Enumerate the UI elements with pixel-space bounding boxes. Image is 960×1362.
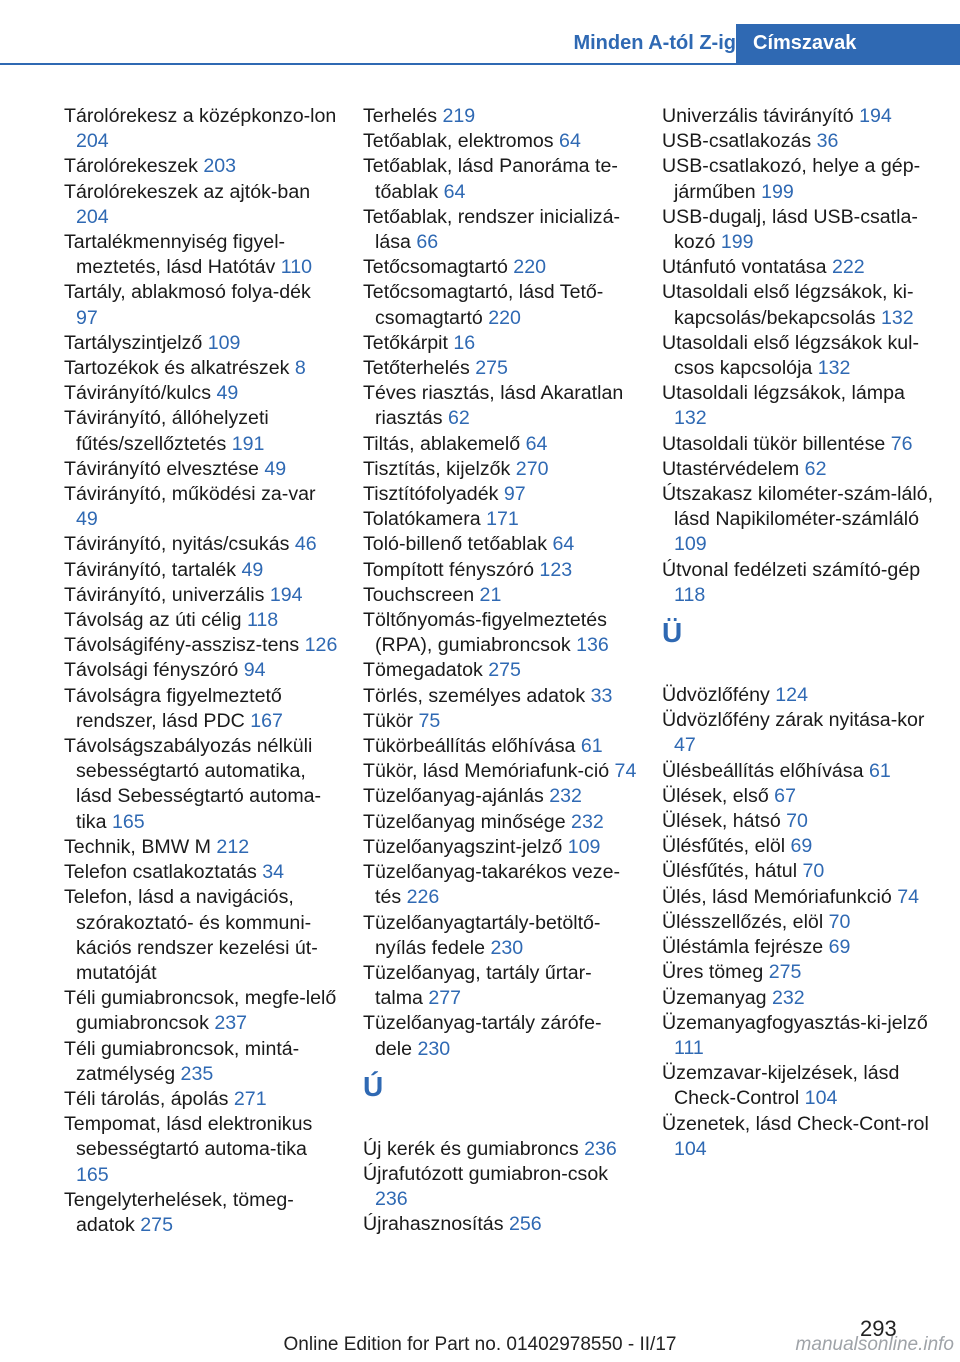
- entry-term: USB-csatlakozás: [662, 130, 817, 153]
- index-entry: [64, 381, 338, 406]
- entry-term: Toló-billenő tetőablak: [363, 533, 553, 556]
- page-link[interactable]: 69: [790, 835, 813, 858]
- index-entry: [64, 1087, 338, 1112]
- page-link[interactable]: 204: [76, 130, 109, 153]
- entry-term: Tempomat, lásd elektronikus sebességtartó automa‐tika: [64, 1113, 313, 1161]
- page-link[interactable]: 132: [817, 357, 851, 380]
- index-entry: [662, 759, 936, 784]
- page-link[interactable]: 194: [269, 583, 303, 606]
- entry-term: Távolságifény-asszisz‐tens: [64, 634, 305, 657]
- index-entry: [64, 154, 338, 179]
- index-entry: [363, 709, 637, 734]
- entry-term: Tetőkárpit: [363, 331, 454, 354]
- entry-term: Tüzelőanyag minősége: [363, 810, 572, 833]
- index-entry: [662, 154, 936, 204]
- index-entry: [363, 784, 637, 809]
- entry-term: Ülésfűtés, elöl: [662, 835, 791, 858]
- entry-term: Touchscreen: [363, 583, 480, 606]
- index-entry: [363, 457, 637, 482]
- page-link[interactable]: 204: [76, 205, 109, 228]
- page-link[interactable]: 70: [828, 910, 851, 933]
- watermark: manualsonline.info: [795, 1334, 954, 1355]
- index-entry: [662, 935, 936, 960]
- page-link[interactable]: 49: [264, 457, 287, 480]
- page-link[interactable]: 49: [241, 558, 264, 581]
- index-entry: [363, 331, 637, 356]
- entry-term: Téves riasztás, lásd Akaratlan riasztás: [363, 382, 624, 430]
- index-entry: [363, 432, 637, 457]
- index-entry: [64, 104, 338, 154]
- entry-term: Tartalékmennyiség figyel‐meztetés, lásd Hatótáv: [64, 231, 286, 279]
- page-link[interactable]: 47: [674, 734, 696, 757]
- page-link[interactable]: 191: [231, 432, 265, 455]
- index-entry: [363, 507, 637, 532]
- page-link[interactable]: 275: [488, 659, 521, 682]
- entry-term: Tetőablak, rendszer inicializá‐lása: [363, 205, 621, 254]
- index-entry: [363, 1162, 637, 1212]
- index-entry: [662, 834, 936, 859]
- entry-term: USB-csatlakozó, helye a gép‐járműben: [662, 155, 921, 203]
- page-link[interactable]: 256: [508, 1213, 542, 1236]
- entry-term: Távirányító/kulcs: [64, 382, 217, 405]
- entry-term: Tüzelőanyagtartály-betöltő‐nyílás fedele: [363, 911, 601, 959]
- index-entry: [662, 381, 936, 431]
- page-link[interactable]: 49: [76, 508, 98, 531]
- index-entry: [363, 911, 637, 961]
- index-entry: [363, 381, 637, 431]
- entry-term: Üzemzavar-kijelzések, lásd Check-Control: [662, 1062, 900, 1110]
- index-entry: [662, 558, 936, 608]
- entry-term: Üzemanyag: [662, 986, 772, 1009]
- page-link[interactable]: 62: [804, 457, 827, 480]
- page-link[interactable]: 212: [216, 835, 250, 858]
- page-link[interactable]: 104: [804, 1087, 838, 1110]
- index-entry: [662, 986, 936, 1011]
- page-link[interactable]: 199: [761, 180, 794, 203]
- index-entry: [363, 129, 637, 154]
- index-column-3: [662, 104, 936, 1162]
- section-letter: Ü: [662, 617, 683, 649]
- page-link[interactable]: 232: [549, 785, 582, 808]
- entry-term: Távolságra figyelmeztető rendszer, lásd PDC: [64, 684, 282, 732]
- entry-term: Tükör: [363, 709, 419, 732]
- index-entry: [363, 532, 637, 557]
- index-entry: [662, 1061, 936, 1111]
- entry-term: Töltőnyomás-figyelmeztetés (RPA), gumiabroncsok: [363, 609, 607, 657]
- entry-term: Üdvözlőfény zárak nyitása‐kor: [662, 709, 925, 732]
- index-entry: [662, 784, 936, 809]
- page-link[interactable]: 132: [880, 306, 914, 329]
- index-entry: [64, 658, 338, 683]
- footer-text: Online Edition for Part no. 01402978550 - II/17: [283, 1334, 677, 1355]
- index-entry: [363, 1137, 637, 1162]
- entry-term: Téli tárolás, ápolás: [64, 1087, 234, 1110]
- page-link[interactable]: 64: [559, 130, 581, 153]
- index-entry: [662, 1011, 936, 1061]
- page-link[interactable]: 110: [280, 256, 312, 279]
- entry-term: Új kerék és gumiabroncs: [363, 1137, 585, 1160]
- index-entry: [363, 583, 637, 608]
- page-link[interactable]: 74: [614, 760, 637, 783]
- page-link[interactable]: 118: [674, 583, 706, 606]
- index-entry: [662, 255, 936, 280]
- page-link[interactable]: 46: [294, 533, 317, 556]
- entry-term: Tetőcsomagtartó: [363, 256, 514, 279]
- entry-term: Távolság az úti célig: [64, 609, 247, 632]
- page-link[interactable]: 123: [539, 558, 573, 581]
- index-entry: [662, 859, 936, 884]
- page-link[interactable]: 237: [214, 1012, 248, 1035]
- page-link[interactable]: 62: [447, 407, 470, 430]
- page-link[interactable]: 64: [443, 180, 466, 203]
- page-link[interactable]: 165: [111, 810, 145, 833]
- page-link[interactable]: 203: [203, 155, 237, 178]
- page-link[interactable]: 277: [428, 987, 462, 1010]
- index-entry: [363, 835, 637, 860]
- page-link[interactable]: 49: [216, 382, 239, 405]
- entry-term: Terhelés: [363, 105, 443, 127]
- index-entry: [363, 759, 637, 784]
- entry-term: Tetőablak, elektromos: [363, 130, 560, 153]
- index-entry: [363, 860, 637, 910]
- page-link[interactable]: 222: [831, 256, 865, 279]
- entry-term: Tetőablak, lásd Panoráma te‐tőablak: [363, 155, 618, 203]
- entry-term: Tükörbeállítás előhívása: [363, 735, 581, 758]
- page-link[interactable]: 270: [515, 457, 549, 480]
- page-link[interactable]: 171: [486, 508, 519, 531]
- page-link[interactable]: 275: [475, 357, 508, 380]
- index-entry: [662, 280, 936, 330]
- header-rule: [0, 63, 960, 65]
- page-number: 293: [860, 1316, 897, 1341]
- index-entry: [64, 583, 338, 608]
- entry-term: Üres tömeg: [662, 961, 769, 984]
- index-column-2: [363, 104, 637, 1238]
- page-link[interactable]: 69: [828, 936, 851, 959]
- index-entry: [363, 356, 637, 381]
- entry-term: Ülések, hátsó: [662, 810, 787, 833]
- entry-term: Téli gumiabroncsok, mintá‐zatmélység: [64, 1037, 300, 1085]
- tab-active: Címszavak: [737, 24, 960, 64]
- entry-term: Tetőcsomagtartó, lásd Tető‐csomagtartó: [363, 281, 604, 329]
- index-entry: [64, 684, 338, 734]
- entry-term: Tengelyterhelések, tömeg‐adatok: [64, 1188, 294, 1236]
- page-link[interactable]: 66: [416, 231, 439, 254]
- page-link[interactable]: 8: [294, 357, 306, 380]
- index-entry: [363, 1212, 637, 1237]
- index-entry: [64, 986, 338, 1036]
- page-link[interactable]: 74: [897, 885, 920, 908]
- entry-term: Útszakasz kilométer-szám‐láló, lásd Napikilométer-számláló: [662, 483, 934, 531]
- page-link[interactable]: 64: [525, 432, 548, 455]
- index-entry: [64, 608, 338, 633]
- entry-term: Üdvözlőfény: [662, 684, 776, 707]
- index-entry: [363, 684, 637, 709]
- section-title: Minden A-tól Z-ig: [573, 32, 736, 54]
- index-entry: [64, 885, 338, 986]
- page-link[interactable]: 70: [786, 810, 808, 833]
- page-link[interactable]: 236: [584, 1137, 617, 1160]
- index-entry: [64, 356, 338, 381]
- entry-term: Telefon, lásd a navigációs, szórakoztató- és kommuni‐kációs rendszer kezelési út‐mutatóját: [64, 886, 318, 984]
- entry-term: Utasoldali légzsákok, lámpa: [662, 382, 905, 405]
- entry-term: Tárolórekeszek: [64, 155, 204, 178]
- entry-term: Üléstámla fejrésze: [662, 936, 829, 959]
- page-link[interactable]: 16: [453, 331, 476, 354]
- entry-term: Újrahasznosítás: [363, 1213, 509, 1236]
- entry-term: Utasoldali első légzsákok, ki‐kapcsolás/bekapcsolás: [662, 281, 914, 329]
- entry-term: Távirányító, nyitás/csukás: [64, 533, 295, 556]
- entry-term: Tompított fényszóró: [363, 558, 540, 581]
- index-column-1: [64, 104, 338, 1238]
- page-link[interactable]: 70: [802, 860, 825, 883]
- entry-term: Tolatókamera: [363, 508, 487, 531]
- index-entry: [363, 482, 637, 507]
- index-entry: [64, 558, 338, 583]
- page-link[interactable]: 67: [774, 784, 796, 807]
- entry-term: Távirányító, univerzális: [64, 583, 270, 606]
- entry-term: Technik, BMW M: [64, 835, 217, 858]
- entry-term: Távirányító, működési za‐var: [64, 483, 316, 506]
- entry-term: Tárolórekeszek az ajtók‐ban: [64, 180, 311, 203]
- entry-term: Téli gumiabroncsok, megfe‐lelő gumiabroncsok: [64, 987, 337, 1035]
- index-entry: [662, 885, 936, 910]
- entry-term: Tartály, ablakmosó folya‐dék: [64, 281, 311, 304]
- entry-term: Útvonal fedélzeti számító‐gép: [662, 558, 921, 581]
- page-header: [0, 0, 960, 66]
- entry-term: Üzenetek, lásd Check-Cont‐rol: [662, 1112, 929, 1135]
- page-link[interactable]: 75: [418, 709, 441, 732]
- page-link[interactable]: 33: [590, 684, 613, 707]
- page-link[interactable]: 132: [674, 407, 707, 430]
- index-entry: [363, 810, 637, 835]
- index-entry: [662, 1112, 936, 1162]
- entry-term: Tüzelőanyag, tartály űrtar‐talma: [363, 961, 592, 1010]
- index-entry: [64, 331, 338, 356]
- page-link[interactable]: 275: [768, 961, 802, 984]
- page-link[interactable]: 76: [890, 432, 913, 455]
- entry-term: Tárolórekesz a középkonzo‐lon: [64, 105, 337, 127]
- index-entry: [363, 608, 637, 658]
- entry-term: Utastérvédelem: [662, 457, 805, 480]
- entry-term: Telefon csatlakoztatás: [64, 861, 263, 884]
- index-entry: [662, 104, 936, 129]
- index-entry: [662, 482, 936, 558]
- entry-term: Ülésfűtés, hátul: [662, 860, 803, 883]
- entry-term: Tetőterhelés: [363, 357, 476, 380]
- entry-term: USB-dugalj, lásd USB-csatla‐kozó: [662, 205, 918, 254]
- entry-term: Tartályszintjelző: [64, 331, 208, 354]
- index-entry: [363, 1011, 637, 1061]
- index-entry: [662, 809, 936, 834]
- index-entry: [662, 432, 936, 457]
- index-entry: [363, 280, 637, 330]
- page-link[interactable]: 232: [571, 810, 604, 833]
- index-entry: [64, 860, 338, 885]
- index-entry: [363, 205, 637, 255]
- entry-term: Távolsági fényszóró: [64, 659, 244, 682]
- page-link[interactable]: 111: [674, 1036, 704, 1059]
- entry-term: Tükör, lásd Memóriafunk‐ció: [363, 760, 615, 783]
- index-entry: [64, 180, 338, 230]
- entry-term: Ülés, lásd Memóriafunkció: [662, 885, 898, 908]
- entry-term: Távolságszabályozás nélküli sebességtartó automatika, lásd Sebességtartó automa‐tika: [64, 735, 322, 833]
- entry-term: Univerzális távirányító: [662, 105, 860, 127]
- index-entry: [64, 1112, 338, 1188]
- page-link[interactable]: 124: [775, 684, 808, 707]
- index-entry: [363, 255, 637, 280]
- page-link[interactable]: 275: [140, 1213, 173, 1236]
- page-link[interactable]: 109: [207, 331, 241, 354]
- entry-term: Távirányító, tartalék: [64, 558, 242, 581]
- index-entry: [64, 1188, 338, 1238]
- index-entry: [662, 910, 936, 935]
- page-link[interactable]: 271: [233, 1087, 267, 1110]
- entry-term: Ülésszellőzés, elöl: [662, 910, 829, 933]
- entry-term: Utánfutó vontatása: [662, 256, 832, 279]
- page-link[interactable]: 61: [580, 735, 603, 758]
- index-entry: [363, 154, 637, 204]
- index-entry: [64, 230, 338, 280]
- page-link[interactable]: 97: [503, 483, 526, 506]
- page-link[interactable]: 236: [375, 1188, 408, 1211]
- page-link[interactable]: 230: [417, 1037, 451, 1060]
- entry-term: Tartozékok és alkatrészek: [64, 357, 295, 380]
- section-letter: Ú: [363, 1070, 384, 1102]
- index-entry: [64, 734, 338, 835]
- index-entry: [64, 457, 338, 482]
- page-link[interactable]: 118: [246, 609, 279, 632]
- entry-term: Tüzelőanyag-ajánlás: [363, 785, 550, 808]
- index-entry: [662, 331, 936, 381]
- entry-term: Távirányító, állóhelyzeti fűtés/szellőztetés: [64, 407, 269, 455]
- page-link[interactable]: 165: [76, 1163, 109, 1186]
- page-link[interactable]: 235: [180, 1062, 214, 1085]
- index-entry: [64, 280, 338, 330]
- page-link[interactable]: 36: [816, 130, 839, 153]
- page-link[interactable]: 220: [488, 306, 521, 329]
- index-entry: [363, 961, 637, 1011]
- page-link[interactable]: 109: [567, 835, 601, 858]
- index-entry: [662, 129, 936, 154]
- page-link[interactable]: 64: [552, 533, 575, 556]
- entry-term: Utasoldali első légzsákok kul‐csos kapcsolója: [662, 331, 920, 380]
- page-link[interactable]: 104: [674, 1137, 707, 1160]
- index-entry: [363, 558, 637, 583]
- index-entry: [662, 708, 936, 758]
- entry-term: Tisztítófolyadék: [363, 483, 504, 506]
- index-entry: [662, 683, 936, 708]
- page-link[interactable]: 97: [76, 306, 98, 329]
- entry-term: Távirányító elvesztése: [64, 457, 265, 480]
- index-entry: [662, 205, 936, 255]
- page-link[interactable]: 232: [772, 986, 805, 1009]
- index-entry: [662, 457, 936, 482]
- page-link[interactable]: 167: [250, 709, 283, 732]
- page-link[interactable]: 136: [576, 634, 609, 657]
- index-entry: [64, 835, 338, 860]
- page-link[interactable]: 94: [243, 659, 266, 682]
- page-link[interactable]: 21: [479, 583, 502, 606]
- page-link[interactable]: 194: [859, 105, 892, 127]
- page-link[interactable]: 226: [406, 886, 440, 909]
- index-entry: [363, 734, 637, 759]
- page-link[interactable]: 220: [513, 256, 546, 279]
- page-link[interactable]: 109: [674, 533, 707, 556]
- page-link[interactable]: 34: [262, 861, 285, 884]
- entry-term: Újrafutózott gumiabron‐csok: [363, 1162, 609, 1185]
- page-link[interactable]: 61: [868, 759, 891, 782]
- index-entry: [662, 960, 936, 985]
- entry-term: Ülések, első: [662, 784, 775, 807]
- entry-term: Tisztítás, kijelzők: [363, 457, 516, 480]
- index-entry: [64, 406, 338, 456]
- entry-term: Tiltás, ablakemelő: [363, 432, 526, 455]
- entry-term: Utasoldali tükör billentése: [662, 432, 891, 455]
- entry-term: Tömegadatok: [363, 659, 489, 682]
- index-entry: [64, 532, 338, 557]
- page-link[interactable]: 230: [490, 936, 524, 959]
- index-entry: [64, 482, 338, 532]
- entry-term: Törlés, személyes adatok: [363, 684, 591, 707]
- index-entry: [64, 1037, 338, 1087]
- index-entry: [64, 633, 338, 658]
- entry-term: Tüzelőanyagszint-jelző: [363, 835, 568, 858]
- index-entry: [363, 658, 637, 683]
- index-entry: [363, 104, 637, 129]
- page-link[interactable]: 126: [304, 634, 338, 657]
- entry-term: Tüzelőanyag-tartály zárófe‐dele: [363, 1012, 602, 1060]
- page-link[interactable]: 219: [442, 105, 476, 127]
- entry-term: Üzemanyagfogyasztás-ki‐jelző: [662, 1011, 928, 1034]
- entry-term: Tüzelőanyag-takarékos veze‐tés: [363, 861, 621, 909]
- page-link[interactable]: 199: [720, 231, 754, 254]
- entry-term: Ülésbeállítás előhívása: [662, 759, 869, 782]
